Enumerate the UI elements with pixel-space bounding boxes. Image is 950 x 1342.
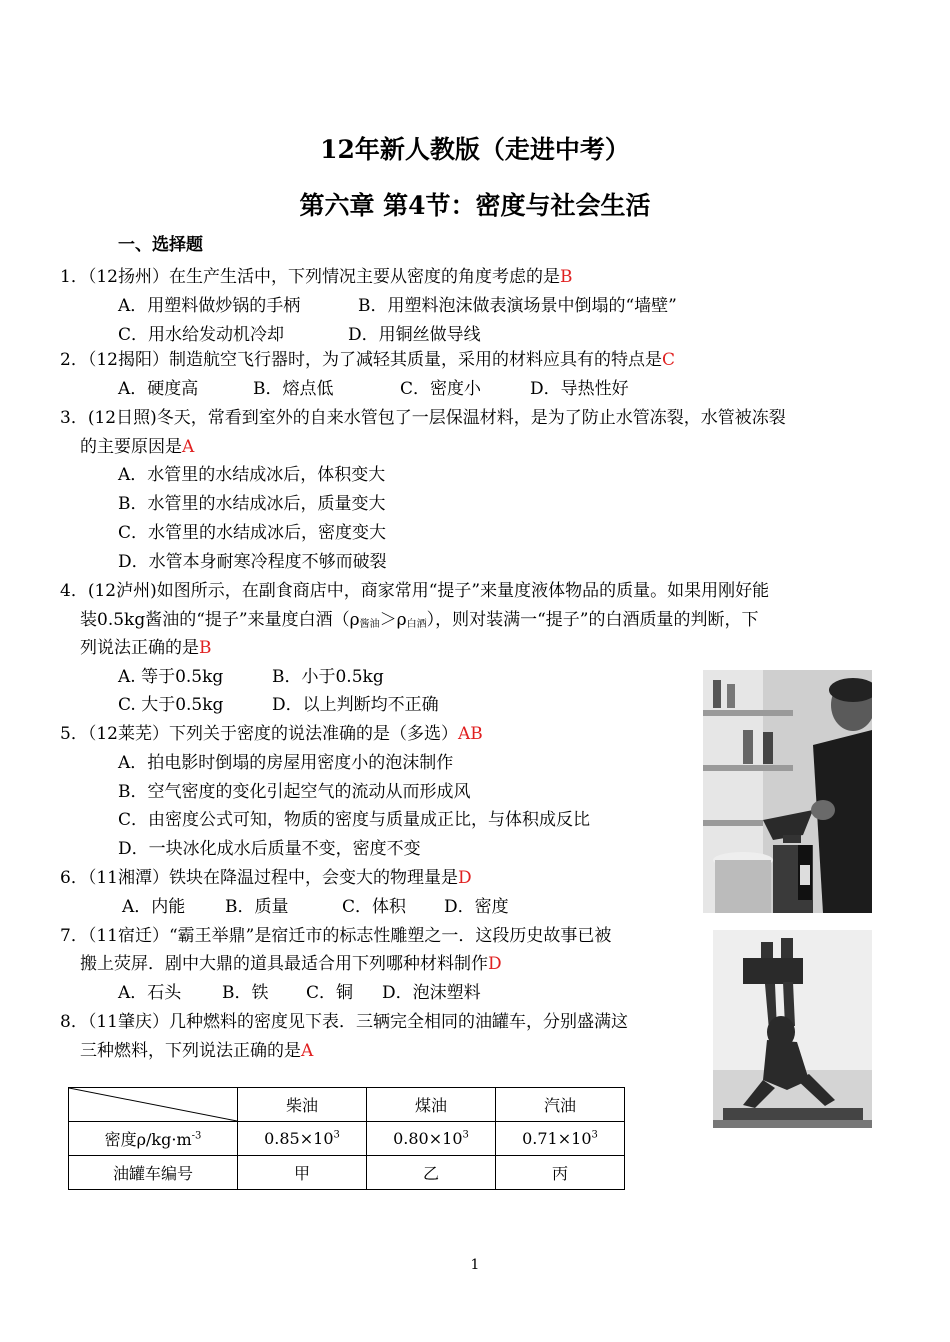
option: A．水管里的水结成冰后，体积变大 (118, 465, 386, 485)
option: C．体积 (342, 897, 407, 917)
table-cell: 甲 (238, 1156, 367, 1190)
question-7-cont: 搬上荧屏．剧中大鼎的道具最适合用下列哪种材料制作D (80, 954, 502, 974)
option: B．质量 (225, 897, 289, 917)
table-cell: $0.85\times 10^3$ (238, 1122, 367, 1156)
document-title: 12年新人教版（走进中考） (320, 135, 630, 164)
table-row (69, 1156, 625, 1190)
question-4: 4．(12泸州)如图所示，在副食商店中，商家常用“提子”来量度液体物品的质量。如果用刚好能 (60, 581, 770, 601)
option: B．熔点低 (253, 379, 334, 399)
answer: B (199, 638, 212, 658)
option: D．泡沫塑料 (382, 983, 481, 1003)
option: C．水管里的水结成冰后，密度变大 (118, 523, 387, 543)
option: D．密度 (444, 897, 509, 917)
option: D．用铜丝做导线 (348, 325, 481, 345)
section-heading: 一、选择题 (118, 235, 203, 255)
question-4-cont2: 列说法正确的是B (80, 638, 212, 658)
question-6: 6．（11湘潭）铁块在降温过程中，会变大的物理量是D (60, 868, 472, 888)
row-label: 油罐车编号 (69, 1156, 238, 1190)
table-header-row (69, 1088, 625, 1122)
option: C．由密度公式可知，物质的密度与质量成正比，与体积成反比 (118, 810, 591, 830)
option: D．水管本身耐寒冷程度不够而破裂 (118, 552, 387, 572)
question-1: 1．（12扬州）在生产生活中，下列情况主要从密度的角度考虑的是B (60, 267, 573, 287)
question-3: 3．(12日照)冬天，常看到室外的自来水管包了一层保温材料，是为了防止水管冻裂，水管被冻裂 (60, 408, 786, 428)
question-3-cont: 的主要原因是A (80, 437, 195, 457)
density-table (68, 1087, 625, 1190)
table-cell: $0.80\times 10^3$ (367, 1122, 496, 1156)
table-cell: 丙 (496, 1156, 625, 1190)
option: A．内能 (122, 897, 186, 917)
answer: D (488, 954, 502, 974)
answer: AB (457, 724, 483, 744)
question-5: 5．（12莱芜）下列关于密度的说法准确的是（多选）AB (60, 724, 483, 744)
table-cell: 乙 (367, 1156, 496, 1190)
question-2: 2．（12揭阳）制造航空飞行器时，为了减轻其质量，采用的材料应具有的特点是C (60, 350, 675, 370)
table-header: 煤油 (367, 1088, 496, 1122)
question-7: 7．（11宿迁）“霸王举鼎”是宿迁市的标志性雕塑之一．这段历史故事已被 (60, 926, 612, 946)
question-8-cont: 三种燃料，下列说法正确的是A (80, 1041, 314, 1061)
answer: D (457, 868, 472, 888)
option: D．导热性好 (530, 379, 629, 399)
answer: A (301, 1041, 314, 1061)
option: C. 大于0.5kg (118, 695, 224, 715)
option: D．一块冰化成水后质量不变，密度不变 (118, 839, 421, 859)
table-header: 汽油 (496, 1088, 625, 1122)
row-label: 密度$\rho/kg\cdot m^{-3}$ (69, 1122, 238, 1156)
option: A．石头 (118, 983, 182, 1003)
option: B．水管里的水结成冰后，质量变大 (118, 494, 386, 514)
option: A. 等于0.5kg (118, 667, 224, 687)
option: A．拍电影时倒塌的房屋用密度小的泡沫制作 (118, 753, 454, 773)
answer: C (661, 350, 675, 370)
option: B．小于0.5kg (272, 667, 384, 687)
question-4-cont: 装0.5kg酱油的“提子”来量度白酒$(\rho_{酱油}>\rho_{白酒})$，则对装满一“提子”的白酒质量的判断，下 (80, 610, 759, 630)
answer: B (559, 267, 573, 287)
table-row (69, 1122, 625, 1156)
page-number: 1 (470, 1257, 480, 1273)
option: D．以上判断均不正确 (272, 695, 439, 715)
option: B．空气密度的变化引起空气的流动从而形成风 (118, 782, 471, 802)
option: B．用塑料泡沫做表演场景中倒塌的“墙壁” (358, 296, 677, 316)
option: A．用塑料做炒锅的手柄 (118, 296, 301, 316)
document-subtitle: 第六章 第4节：密度与社会生活 (299, 191, 651, 220)
option: C．铜 (306, 983, 354, 1003)
answer: A (182, 437, 195, 457)
table-cell: $0.71\times 10^3$ (496, 1122, 625, 1156)
option: C．密度小 (400, 379, 482, 399)
statue-photo (713, 930, 872, 1128)
question-8: 8．（11肇庆）几种燃料的密度见下表．三辆完全相同的油罐车，分别盛满这 (60, 1012, 628, 1032)
diagonal-line (69, 1088, 237, 1121)
table-header: 柴油 (238, 1088, 367, 1122)
shopkeeper-photo (703, 670, 872, 913)
diagonal-cell (69, 1088, 238, 1122)
option: A．硬度高 (118, 379, 199, 399)
option: C．用水给发动机冷却 (118, 325, 285, 345)
option: B．铁 (222, 983, 269, 1003)
